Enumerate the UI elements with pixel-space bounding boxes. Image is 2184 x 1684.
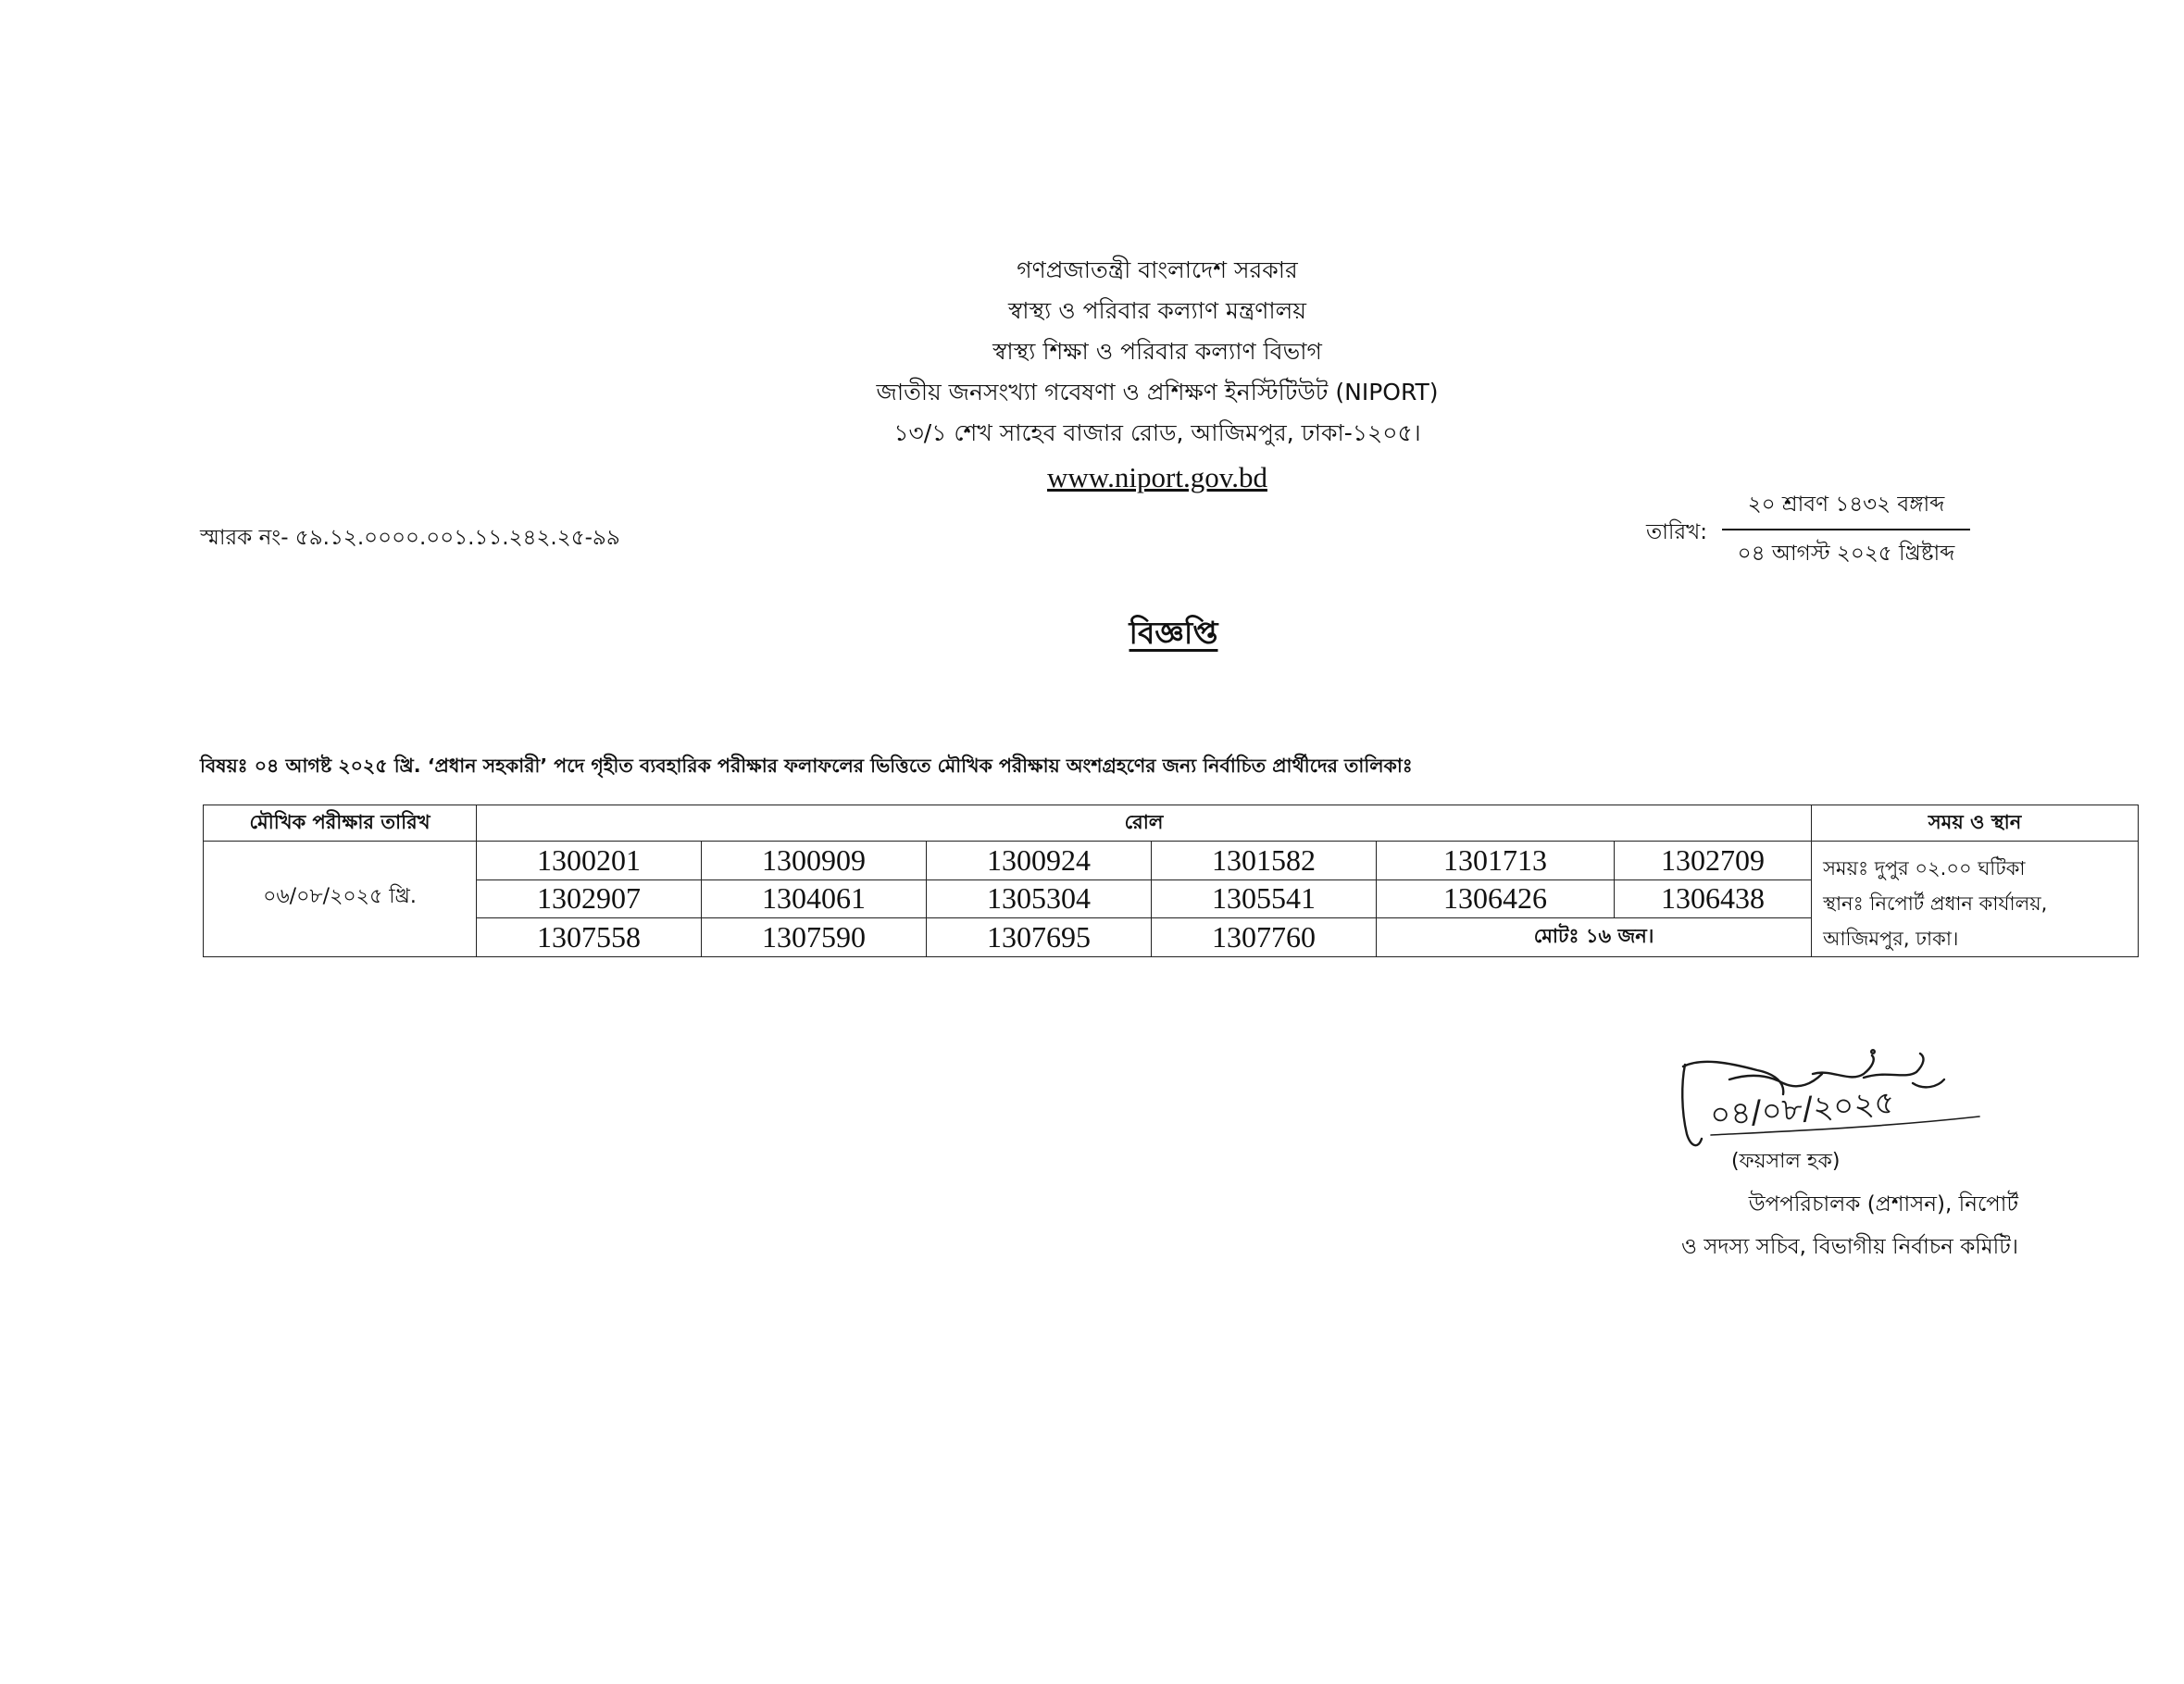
ministry-name: স্বাস্থ্য ও পরিবার কল্যাণ মন্ত্রণালয়	[1008, 297, 1306, 324]
roll-cell: 1300924	[927, 842, 1152, 880]
exam-time: সময়ঃ দুপুর ০২.০০ ঘটিকা	[1823, 857, 2026, 879]
date-english: ০৪ আগস্ট ২০২৫ খ্রিষ্টাব্দ	[1737, 542, 1955, 566]
roll-cell: 1307558	[477, 918, 702, 957]
roll-cell: 1305304	[927, 879, 1152, 918]
roll-cell: 1304061	[702, 879, 927, 918]
roll-cell: 1307695	[927, 918, 1152, 957]
results-table	[203, 805, 2139, 957]
roll-cell: 1306438	[1615, 879, 1812, 918]
date-bangla: ২০ শ্রাবণ ১৪৩২ বঙ্গাব্দ	[1722, 487, 1970, 530]
division-name: স্বাস্থ্য শিক্ষা ও পরিবার কল্যাণ বিভাগ	[992, 338, 1322, 365]
roll-cell: 1301713	[1377, 842, 1615, 880]
exam-date-cell: ০৬/০৮/২০২৫ খ্রি.	[204, 842, 477, 957]
designation-line1: উপপরিচালক (প্রশাসন), নিপোর্ট	[1748, 1192, 2018, 1216]
header-time-place: সময় ও স্থান	[1812, 805, 2139, 842]
roll-cell: 1300909	[702, 842, 927, 880]
date-values	[1722, 487, 1970, 572]
roll-cell: 1302907	[477, 879, 702, 918]
subject-line: বিষয়ঃ ০৪ আগষ্ট ২০২৫ খ্রি. ‘প্রধান সহকারী’ পদে গৃহীত ব্যবহারিক পরীক্ষার ফলাফলের ভিত্তিতে মৌখিক পরীক্ষায় অংশগ্রহণের জন্য নির্বাচিত প্রার্থীদের তালিকাঃ	[200, 755, 1413, 777]
roll-cell: 1307760	[1152, 918, 1377, 957]
signature-date: ০৪/০৮/২০২৫	[1708, 1084, 1896, 1134]
table-row	[204, 842, 2139, 880]
date-label: তারিখ:	[1646, 520, 1708, 544]
header-roll: রোল	[477, 805, 1812, 842]
roll-cell: 1300201	[477, 842, 702, 880]
roll-cell: 1305541	[1152, 879, 1377, 918]
institute-address: ১৩/১ শেখ সাহেব বাজার রোড, আজিমপুর, ঢাকা-১২০৫।	[893, 419, 1421, 446]
roll-cell: 1306426	[1377, 879, 1615, 918]
signatory-designation	[1602, 1183, 2018, 1268]
header-exam-date: মৌখিক পরীক্ষার তারিখ	[204, 805, 477, 842]
exam-place-line1: স্থানঃ নিপোর্ট প্রধান কার্যালয়,	[1823, 892, 2048, 915]
memo-number: স্মারক নং- ৫৯.১২.০০০০.০০১.১১.২৪২.২৫-৯৯	[200, 526, 620, 550]
time-place-cell	[1812, 842, 2139, 957]
signatory-name: (ফয়সাল হক)	[1731, 1150, 1841, 1173]
roll-cell: 1302709	[1615, 842, 1812, 880]
roll-cell: 1301582	[1152, 842, 1377, 880]
designation-line2: ও সদস্য সচিব, বিভাগীয় নির্বাচন কমিটি।	[1680, 1235, 2018, 1259]
government-name: গণপ্রজাতন্ত্রী বাংলাদেশ সরকার	[1017, 256, 1298, 283]
roll-cell: 1307590	[702, 918, 927, 957]
notice-title: বিজ্ঞপ্তি	[1129, 615, 1218, 651]
website-link[interactable]: www.niport.gov.bd	[1047, 461, 1267, 493]
total-count: মোটঃ ১৬ জন।	[1377, 918, 1812, 957]
exam-place-line2: আজিমপুর, ঢাকা।	[1823, 928, 1959, 950]
letterhead	[648, 250, 1666, 498]
signature-image	[1674, 1046, 2026, 1176]
table-header-row	[204, 805, 2139, 842]
institute-name: জাতীয় জনসংখ্যা গবেষণা ও প্রশিক্ষণ ইনস্টিটিউট (NIPORT)	[876, 379, 1439, 405]
